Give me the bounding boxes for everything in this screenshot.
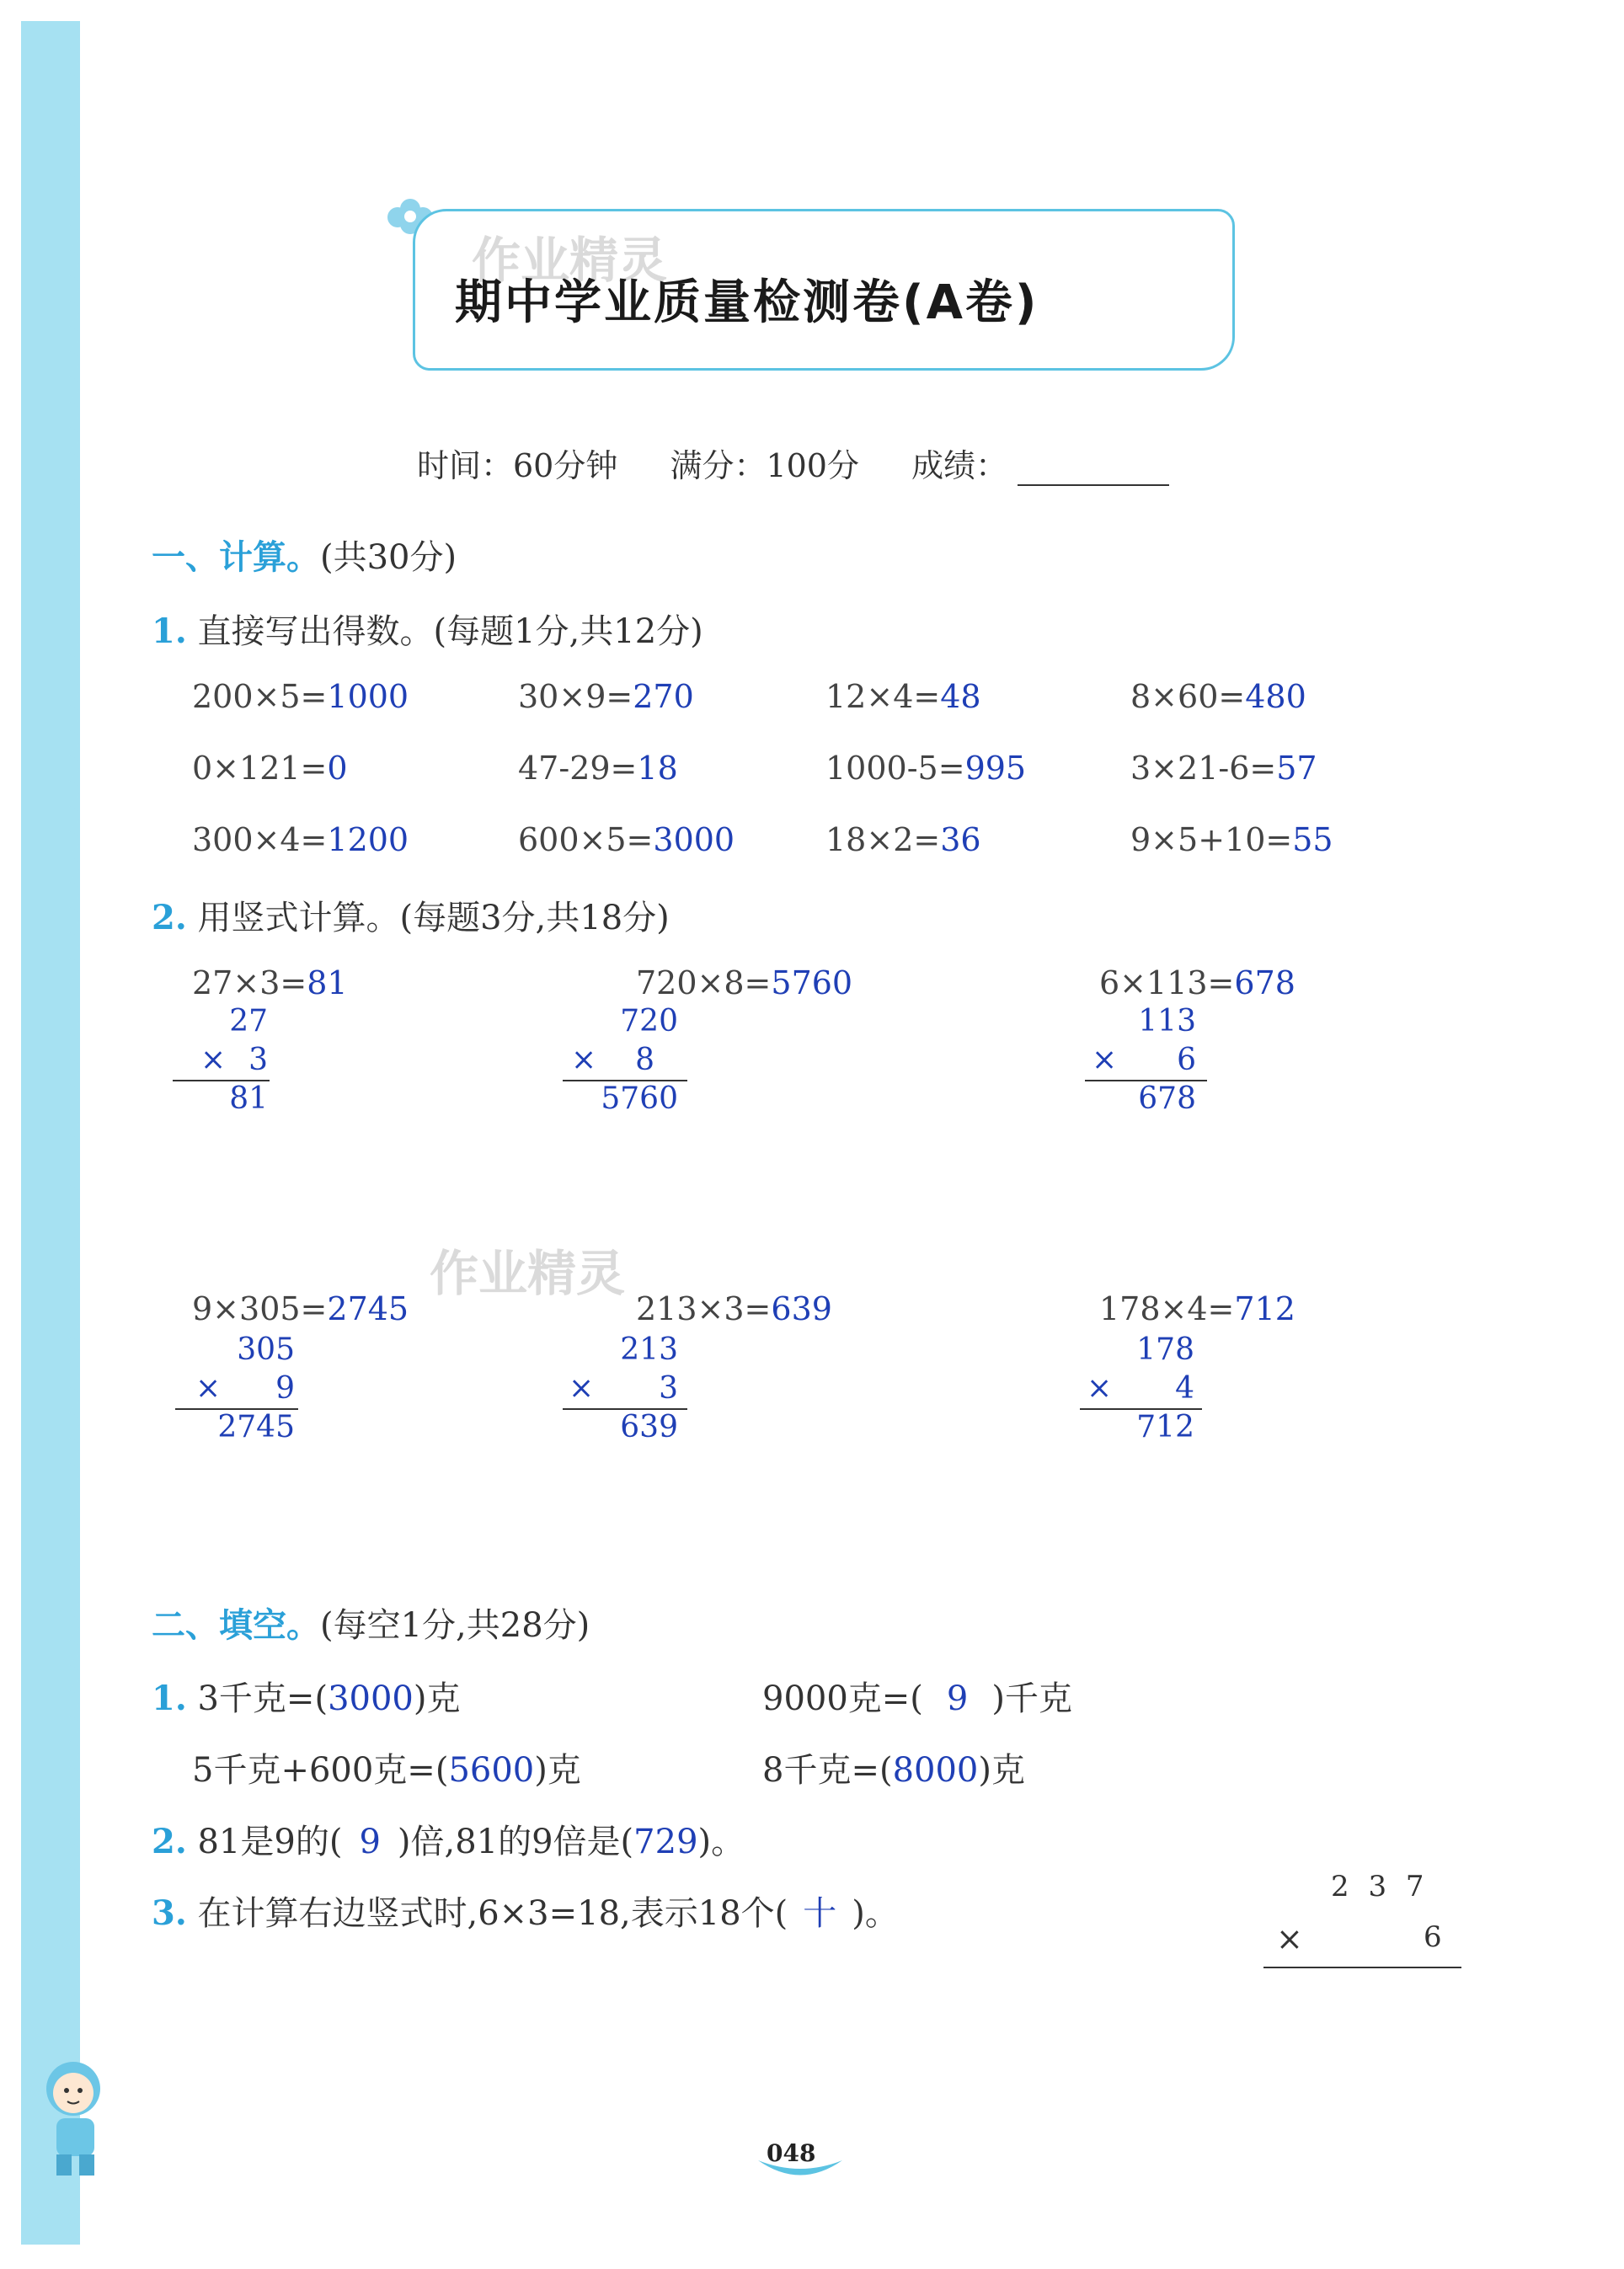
vertical-result: 639: [620, 1410, 678, 1444]
vertical-times: ×: [200, 1043, 227, 1077]
vertical-result: 678: [1138, 1081, 1196, 1116]
vertical-calc-expr: 213×3=639: [636, 1290, 832, 1327]
answer-blank[interactable]: 5600: [448, 1751, 535, 1790]
page-title: 期中学业质量检测卷(A卷): [455, 275, 1039, 330]
figure-top-number: 2 3 7: [1331, 1870, 1429, 1903]
figure-times: ×: [1276, 1920, 1303, 1957]
exam-score-label: 成绩：: [911, 447, 1008, 484]
score-blank[interactable]: [1018, 459, 1169, 486]
q2-heading: [152, 891, 670, 939]
vertical-result: 2745: [217, 1410, 295, 1444]
answer-blank[interactable]: 3000: [328, 1679, 414, 1718]
calc-item: 18×2=36: [825, 821, 981, 858]
calc-item: 0×121=0: [192, 750, 348, 787]
vertical-times: ×: [195, 1371, 222, 1406]
vertical-calc-expr: 178×4=712: [1099, 1290, 1295, 1327]
exam-full-score: 满分：100分: [670, 447, 859, 484]
q1-heading: [152, 605, 703, 653]
q1-number: 1.: [152, 611, 187, 651]
vertical-result: 81: [229, 1081, 268, 1116]
calc-item: 200×5=1000: [192, 678, 409, 715]
page-number: 048: [767, 2139, 816, 2167]
calc-item: 12×4=48: [825, 678, 981, 715]
answer-blank[interactable]: 9: [946, 1679, 969, 1718]
vertical-calc-expr: 720×8=5760: [636, 964, 853, 1001]
vertical-result: 5760: [601, 1081, 678, 1116]
vertical-mul: 6: [1177, 1043, 1196, 1077]
vertical-mul: 9: [275, 1371, 295, 1406]
vertical-mul: 3: [659, 1371, 678, 1406]
calc-item: 9×5+10=55: [1130, 821, 1333, 858]
answer-blank[interactable]: 8000: [892, 1751, 979, 1790]
section-2-heading: [152, 1599, 590, 1647]
section-1-points: (共30分): [320, 538, 457, 577]
vertical-times: ×: [571, 1043, 597, 1077]
vertical-top: 178: [1136, 1332, 1194, 1367]
calc-item: 600×5=3000: [518, 821, 735, 858]
cartoon-boy-icon: [35, 2055, 128, 2181]
page-swoosh-icon: [754, 2152, 847, 2186]
figure-line: [1263, 1967, 1461, 1968]
fill-q3: 3. 在计算右边竖式时,6×3=18,表示18个( 十 )。: [152, 1893, 899, 1933]
vertical-mul: 3: [248, 1043, 268, 1077]
vertical-times: ×: [1087, 1371, 1113, 1406]
fill-q2: 2. 81是9的( 9 )倍,81的9倍是(729)。: [152, 1822, 745, 1861]
fill-q1-a: 1. 3千克=(3000)克: [152, 1679, 461, 1718]
calc-item: 1000-5=995: [825, 750, 1027, 787]
calc-item: 8×60=480: [1130, 678, 1306, 715]
vertical-calc-expr: 9×305=2745: [192, 1290, 409, 1327]
vertical-top: 113: [1138, 1004, 1196, 1038]
section-2-points: (每空1分,共28分): [320, 1606, 590, 1645]
vertical-calc-expr: 6×113=678: [1099, 964, 1295, 1001]
watermark-top: 作业精灵: [472, 232, 668, 289]
vertical-top: 305: [237, 1332, 295, 1367]
vertical-mul: 8: [635, 1043, 654, 1077]
fill-q1-b: 9000克=( 9 )千克: [762, 1679, 1072, 1718]
vertical-times: ×: [569, 1371, 595, 1406]
vertical-mul: 4: [1175, 1371, 1194, 1406]
vertical-top: 213: [620, 1332, 678, 1367]
answer-blank[interactable]: 9: [359, 1823, 381, 1861]
section-1-title: 一、计算。: [152, 538, 320, 577]
watermark-middle: 作业精灵: [430, 1245, 626, 1302]
calc-item: 30×9=270: [518, 678, 694, 715]
fill-q1-c: 5千克+600克=(5600)克: [192, 1751, 581, 1790]
calc-item: 300×4=1200: [192, 821, 409, 858]
vertical-top: 720: [620, 1004, 678, 1038]
q1-text: 直接写出得数。(每题1分,共12分): [197, 612, 703, 651]
vertical-top: 27: [229, 1004, 268, 1038]
figure-multiplier: 6: [1424, 1920, 1442, 1954]
answer-blank[interactable]: 729: [633, 1823, 698, 1861]
left-decor-strip: [21, 21, 80, 2245]
calc-item: 47-29=18: [518, 750, 678, 787]
answer-blank[interactable]: 十: [803, 1894, 837, 1933]
section-1-heading: [152, 531, 457, 579]
exam-meta: [417, 440, 1211, 486]
calc-item: 3×21-6=57: [1130, 750, 1317, 787]
fill-q1-d: 8千克=(8000)克: [762, 1751, 1025, 1790]
section-2-title: 二、填空。: [152, 1606, 320, 1645]
q2-text: 用竖式计算。(每题3分,共18分): [197, 899, 670, 937]
vertical-calc-expr: 27×3=81: [192, 964, 348, 1001]
vertical-result: 712: [1136, 1410, 1194, 1444]
vertical-times: ×: [1092, 1043, 1118, 1077]
q2-number: 2.: [152, 898, 187, 937]
exam-time: 时间：60分钟: [417, 447, 618, 484]
